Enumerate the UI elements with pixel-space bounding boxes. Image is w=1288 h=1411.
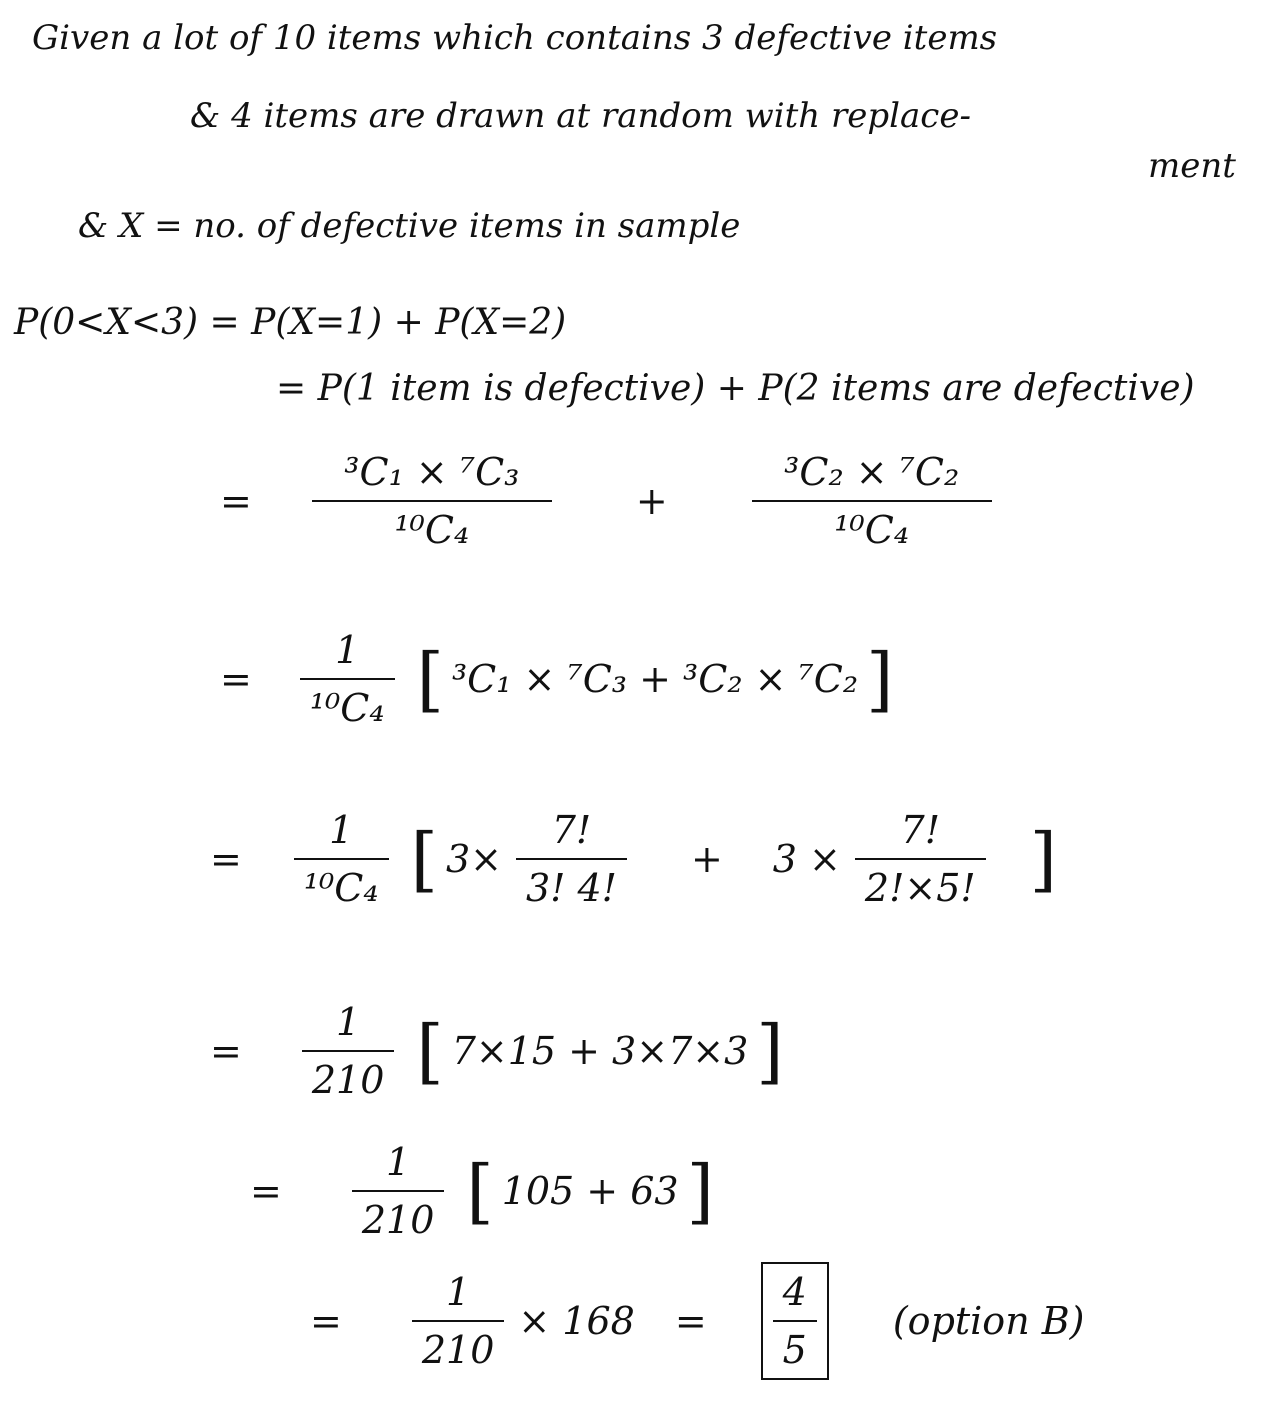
fraction-seven-choose-two: [855, 808, 986, 910]
close-bracket: ]: [866, 638, 894, 720]
fraction-reciprocal: [352, 1140, 445, 1242]
fraction-numerator: 1: [336, 1000, 361, 1044]
plus-sign: +: [635, 479, 668, 523]
open-bracket: [: [416, 638, 444, 720]
equals-sign: =: [210, 1029, 242, 1073]
boxed-answer: [761, 1262, 829, 1380]
fraction-denominator: 3! 4!: [516, 858, 627, 910]
equals-sign-2: =: [674, 1299, 707, 1343]
fraction-numerator: ³C₂ × ⁷C₂: [784, 450, 960, 494]
fraction-numerator: 7!: [551, 808, 592, 852]
step-3-combination-fractions: [220, 450, 1006, 552]
fraction-numerator: 1: [446, 1270, 471, 1314]
bracket-contents: ³C₁ × ⁷C₃ + ³C₂ × ⁷C₂: [451, 657, 859, 701]
fraction-denominator: 210: [412, 1320, 505, 1372]
fraction-numerator: 1: [329, 808, 354, 852]
bracket-contents: 7×15 + 3×7×3: [451, 1029, 749, 1073]
step-7-sum: [250, 1140, 722, 1242]
fraction-denominator: 210: [302, 1050, 395, 1102]
fraction-seven-choose-three: [516, 808, 627, 910]
step-1-probability-split: P(0<X<3) = P(X=1) + P(X=2): [14, 302, 567, 343]
fraction-reciprocal: [412, 1270, 505, 1372]
fraction-denominator: ¹⁰C₄: [300, 678, 395, 730]
equals-sign: =: [220, 657, 252, 701]
times-168: × 168: [518, 1299, 635, 1343]
equals-sign: =: [210, 837, 242, 881]
intro-line-4: & X = no. of defective items in sample: [78, 206, 741, 246]
equals-sign: =: [220, 479, 252, 523]
fraction-numerator: ³C₁ × ⁷C₃: [344, 450, 520, 494]
bracket-contents: 105 + 63: [501, 1169, 679, 1213]
close-bracket: ]: [1029, 818, 1057, 900]
fraction-denominator: 2!×5!: [855, 858, 986, 910]
fraction-numerator: 1: [335, 628, 360, 672]
close-bracket: ]: [756, 1010, 784, 1092]
open-bracket: [: [466, 1150, 494, 1232]
fraction-reciprocal: [302, 1000, 395, 1102]
answer-fraction: [773, 1270, 817, 1372]
intro-line-1: Given a lot of 10 items which contains 3 defective items: [32, 18, 998, 58]
intro-line-3: ment: [1148, 146, 1236, 186]
step-2-verbal: = P(1 item is defective) + P(2 items are defective): [276, 368, 1195, 409]
step-8-final-answer: [310, 1262, 1085, 1380]
term-b-coefficient: 3 ×: [772, 837, 841, 881]
fraction-denominator: 5: [773, 1320, 817, 1372]
close-bracket: ]: [686, 1150, 714, 1232]
fraction-one-defective: [312, 450, 552, 552]
open-bracket: [: [410, 818, 438, 900]
equals-sign: =: [250, 1169, 282, 1213]
plus-sign: +: [690, 837, 723, 881]
intro-line-2: & 4 items are drawn at random with replace-: [190, 96, 971, 136]
fraction-numerator: 7!: [900, 808, 940, 852]
fraction-reciprocal: [300, 628, 395, 730]
step-4-common-denominator: [220, 628, 901, 730]
option-note: (option B): [892, 1299, 1085, 1343]
fraction-denominator: ¹⁰C₄: [294, 858, 389, 910]
fraction-numerator: 1: [386, 1140, 411, 1184]
step-6-evaluated-terms: [210, 1000, 792, 1102]
fraction-two-defective: [752, 450, 992, 552]
fraction-denominator: ¹⁰C₄: [752, 500, 992, 552]
fraction-reciprocal: [294, 808, 389, 910]
fraction-numerator: 4: [782, 1270, 807, 1314]
fraction-denominator: 210: [352, 1190, 445, 1242]
fraction-denominator: ¹⁰C₄: [312, 500, 552, 552]
term-a-coefficient: 3×: [445, 837, 502, 881]
equals-sign: =: [310, 1299, 342, 1343]
open-bracket: [: [416, 1010, 444, 1092]
step-5-factorials: [210, 808, 1065, 910]
